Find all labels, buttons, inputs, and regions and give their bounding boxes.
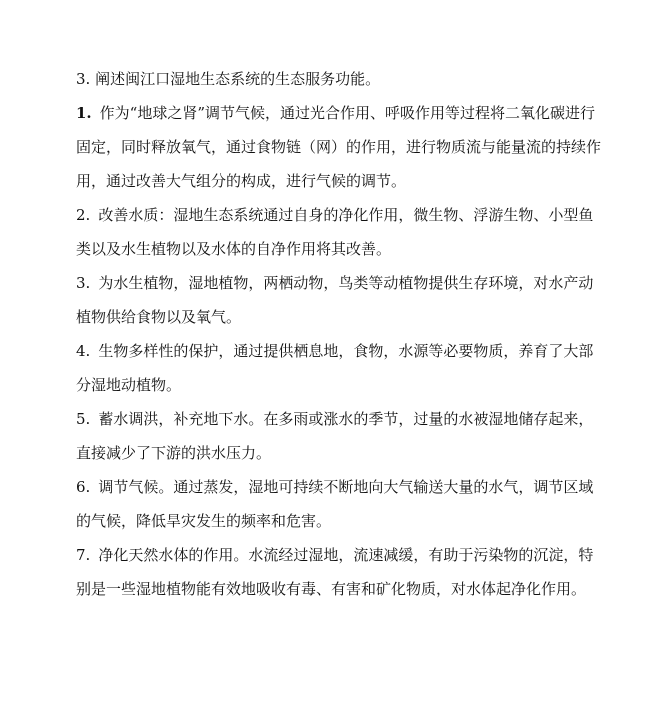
item-number: 3. (76, 274, 91, 292)
document-body (76, 62, 606, 606)
item-number: 6. (76, 478, 91, 496)
item-number: 5. (76, 410, 91, 428)
answer-item-7 (76, 538, 606, 606)
item-text: 净化天然水体的作用。水流经过湿地，流速减缓，有助于污染物的沉淀，特别是一些湿地植物能有效地吸收有毒、有害和矿化物质，对水体起净化作用。 (76, 546, 594, 598)
item-number: 2. (76, 206, 91, 224)
answer-item-1 (76, 96, 606, 198)
answer-item-3 (76, 266, 606, 334)
item-text: 蓄水调洪，补充地下水。在多雨或涨水的季节，过量的水被湿地储存起来，直接减少了下游的洪水压力。 (76, 410, 594, 462)
answer-item-5 (76, 402, 606, 470)
item-text: 作为“地球之肾”调节气候，通过光合作用、呼吸作用等过程将二氧化碳进行固定，同时释放氧气，通过食物链（网）的作用，进行物质流与能量流的持续作用，通过改善大气组分的构成，进行气候的调节。 (76, 104, 602, 190)
item-text: 调节气候。通过蒸发，湿地可持续不断地向大气输送大量的水气，调节区域的气候，降低旱灾发生的频率和危害。 (76, 478, 594, 530)
question-heading: 3. 阐述闽江口湿地生态系统的生态服务功能。 (76, 70, 381, 88)
item-text: 为水生植物，湿地植物，两栖动物，鸟类等动植物提供生存环境，对水产动植物供给食物以及氧气。 (76, 274, 594, 326)
item-text: 生物多样性的保护，通过提供栖息地，食物，水源等必要物质，养育了大部分湿地动植物。 (76, 342, 594, 394)
item-number: 1. (76, 104, 92, 122)
item-number: 4. (76, 342, 91, 360)
item-number: 7. (76, 546, 91, 564)
answer-item-6 (76, 470, 606, 538)
item-text: 改善水质：湿地生态系统通过自身的净化作用，微生物、浮游生物、小型鱼类以及水生植物以及水体的自净作用将其改善。 (76, 206, 594, 258)
answer-item-2 (76, 198, 606, 266)
answer-item-4 (76, 334, 606, 402)
